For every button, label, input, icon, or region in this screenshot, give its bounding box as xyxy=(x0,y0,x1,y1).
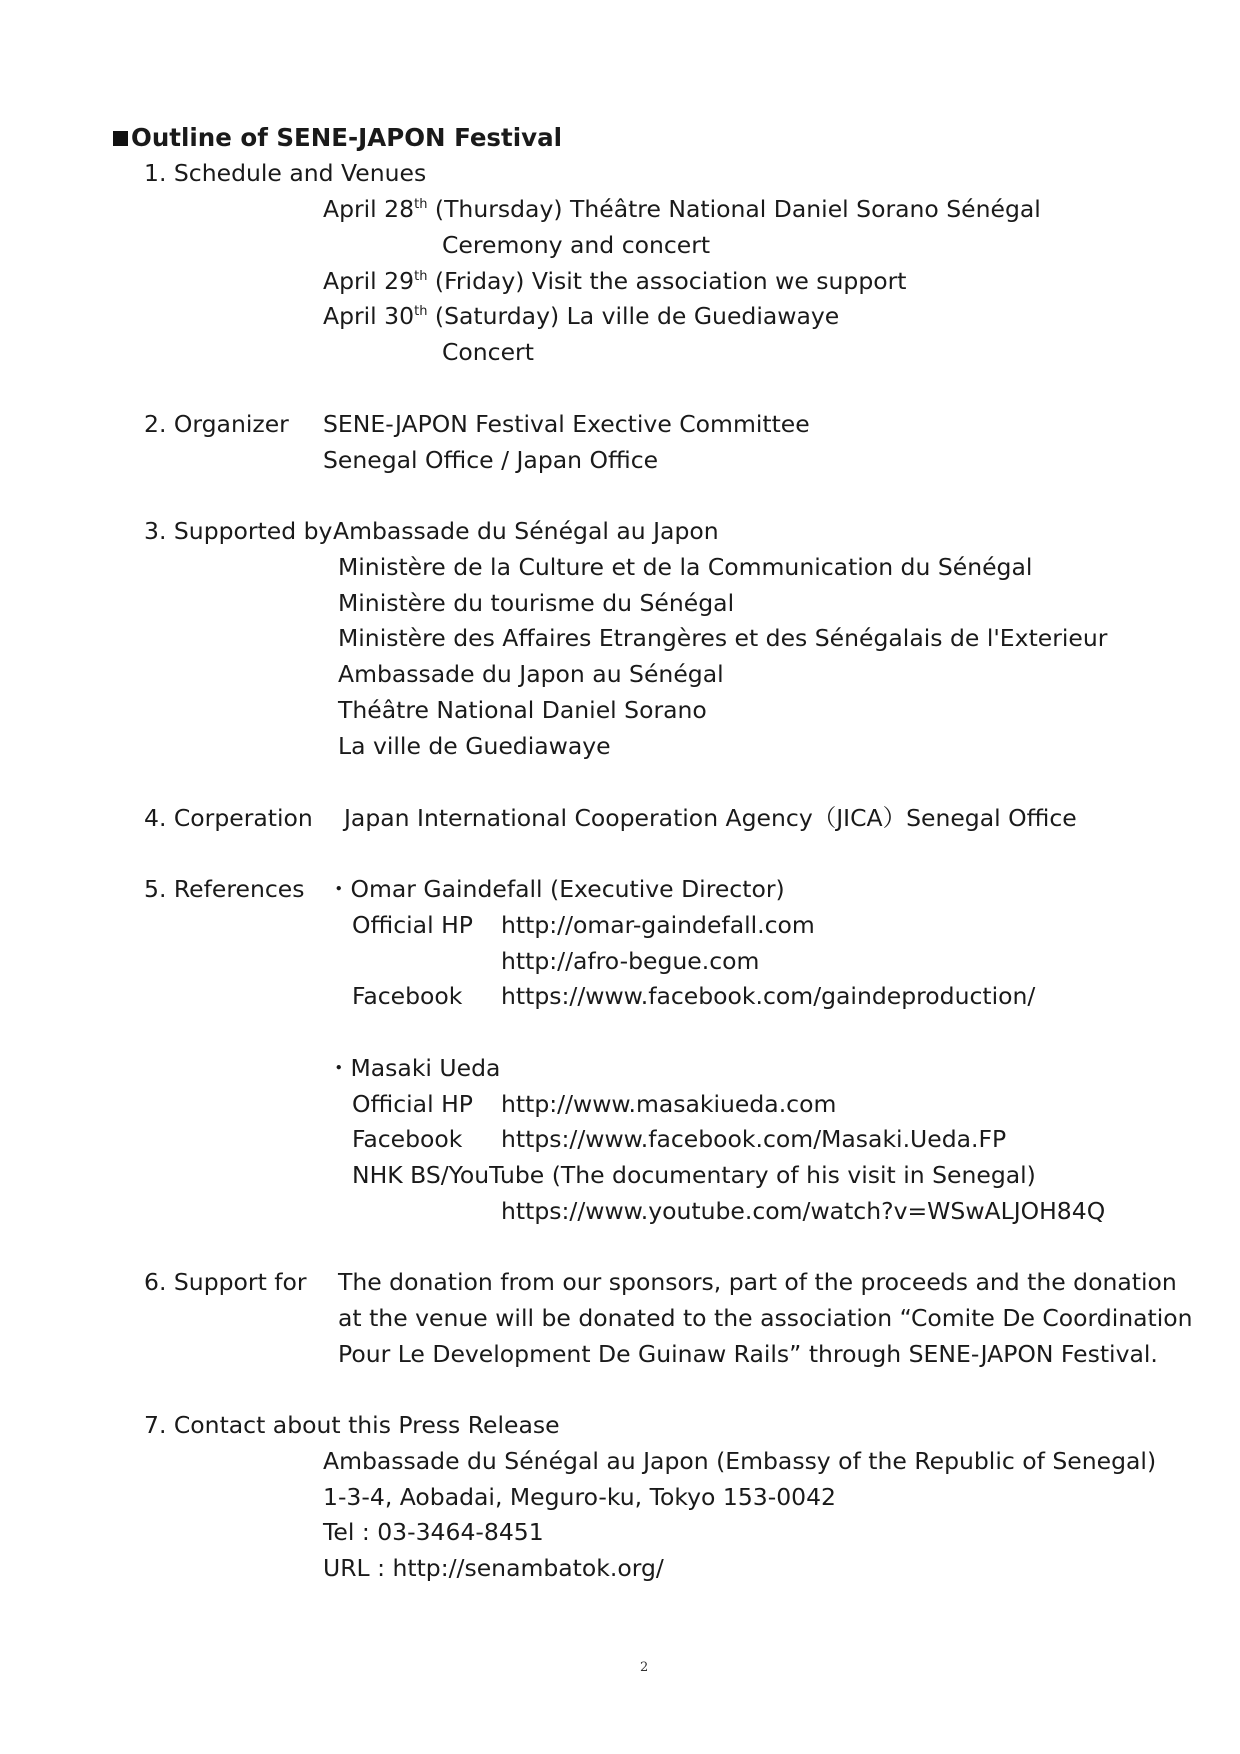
cooperation-text: Japan International Cooperation Agency（JICA）Senegal Office xyxy=(344,804,1077,832)
support-line-3: Pour Le Development De Guinaw Rails” through SENE-JAPON Festival. xyxy=(338,1340,1158,1368)
reference-2-hp-link[interactable]: http://www.masakiueda.com xyxy=(501,1090,837,1118)
reference-1-hp-link-1[interactable]: http://omar-gaindefall.com xyxy=(501,911,815,939)
support-line-1: The donation from our sponsors, part of the proceeds and the donation xyxy=(338,1268,1177,1296)
schedule-line-1: April 28th (Thursday) Théâtre National Daniel Sorano Sénégal xyxy=(323,195,1041,223)
reference-1-fb-link[interactable]: https://www.facebook.com/gaindeproduction/ xyxy=(501,982,1036,1010)
schedule-line-2: April 29th (Friday) Visit the association we support xyxy=(323,267,907,295)
reference-2-fb-label: Facebook xyxy=(352,1125,463,1153)
reference-2-fb-link[interactable]: https://www.facebook.com/Masaki.Ueda.FP xyxy=(501,1125,1007,1153)
schedule-line-3: April 30th (Saturday) La ville de Guediawaye xyxy=(323,302,840,330)
reference-1-fb-label: Facebook xyxy=(352,982,463,1010)
reference-2-name: ・Masaki Ueda xyxy=(327,1054,501,1082)
reference-1-hp-label: Official HP xyxy=(352,911,473,939)
section-6-label: 6. Support for xyxy=(144,1268,307,1296)
supporter-2: Ministère de la Culture et de la Communication du Sénégal xyxy=(338,553,1033,581)
contact-url[interactable]: URL : http://senambatok.org/ xyxy=(323,1554,664,1582)
section-3-label: 3. Supported by xyxy=(144,517,333,545)
contact-tel: Tel : 03-3464-8451 xyxy=(323,1518,544,1546)
reference-2-hp-label: Official HP xyxy=(352,1090,473,1118)
organizer-line-2: Senegal Office / Japan Office xyxy=(323,446,659,474)
reference-1-hp-link-2[interactable]: http://afro-begue.com xyxy=(501,947,760,975)
support-line-2: at the venue will be donated to the association “Comite De Coordination xyxy=(338,1304,1193,1332)
section-7-title: 7. Contact about this Press Release xyxy=(144,1411,560,1439)
schedule-line-3-detail: Concert xyxy=(442,338,534,366)
supporter-6: Théâtre National Daniel Sorano xyxy=(338,696,707,724)
square-bullet-icon xyxy=(113,131,128,146)
contact-line-1: Ambassade du Sénégal au Japon (Embassy of the Republic of Senegal) xyxy=(323,1447,1157,1475)
reference-1-name: ・Omar Gaindefall (Executive Director) xyxy=(327,875,785,903)
organizer-line-1: SENE-JAPON Festival Exective Committee xyxy=(323,410,810,438)
supporter-7: La ville de Guediawaye xyxy=(338,732,611,760)
supporter-3: Ministère du tourisme du Sénégal xyxy=(338,589,735,617)
reference-2-youtube-link[interactable]: https://www.youtube.com/watch?v=WSwALJOH84Q xyxy=(501,1197,1106,1225)
section-4-label: 4. Corperation xyxy=(144,804,313,832)
supporter-1: Ambassade du Sénégal au Japon xyxy=(333,517,719,545)
section-2-label: 2. Organizer xyxy=(144,410,289,438)
supporter-5: Ambassade du Japon au Sénégal xyxy=(338,660,724,688)
section-1-title: 1. Schedule and Venues xyxy=(144,159,427,187)
section-5-label: 5. References xyxy=(144,875,305,903)
page-title: Outline of SENE-JAPON Festival xyxy=(131,123,563,152)
supporter-4: Ministère des Affaires Etrangères et des Sénégalais de l'Exterieur xyxy=(338,624,1108,652)
reference-2-nhk-label: NHK BS/YouTube (The documentary of his visit in Senegal) xyxy=(352,1161,1036,1189)
page-number: 2 xyxy=(640,1660,649,1675)
contact-address: 1-3-4, Aobadai, Meguro-ku, Tokyo 153-0042 xyxy=(323,1483,837,1511)
schedule-line-1-detail: Ceremony and concert xyxy=(442,231,711,259)
